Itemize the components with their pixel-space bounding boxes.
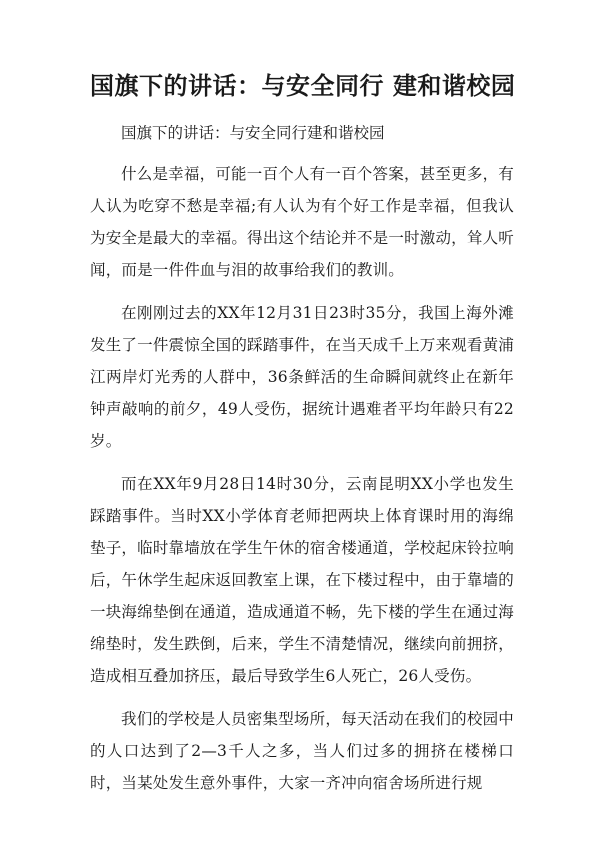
paragraph-2: 在刚刚过去的XX年12月31日23时35分，我国上海外滩发生了一件震惊全国的踩踏事件，在当天成千上万来观看黄浦江两岸灯光秀的人群中，36条鲜活的生命瞬间就终止在新年钟声敲响的前夕，49人受伤，据统计遇难者平均年龄只有22岁。 xyxy=(90,304,514,450)
paragraph-1: 什么是幸福，可能一百个人有一百个答案，甚至更多，有人认为吃穿不愁是幸福;有人认为有个好工作是幸福，但我认为安全是最大的幸福。得出这个结论并不是一时激动，耸人听闻，而是一件件血与泪的故事给我们的教训。 xyxy=(90,165,514,279)
paragraph-4: 我们的学校是人员密集型场所，每天活动在我们的校园中的人口达到了2—3千人之多，当人们过多的拥挤在楼梯口时，当某处发生意外事件，大家一齐冲向宿舍场所进行规 xyxy=(90,710,514,792)
document-title: 国旗下的讲话：与安全同行 建和谐校园 xyxy=(90,71,516,100)
document-subtitle: 国旗下的讲话：与安全同行建和谐校园 xyxy=(121,124,385,142)
paragraph-3: 而在XX年9月28日14时30分，云南昆明XX小学也发生踩踏事件。当时XX小学体育老师把两块上体育课时用的海绵垫子，临时靠墙放在学生午休的宿舍楼通道，学校起床铃拉响后，午休学生起床返回教室上课，在下楼过程中，由于靠墙的一块海绵垫倒在通道，造成通道不畅，先下楼的学生在通过海绵垫时，发生跌倒，后来，学生不清楚情况，继续向前拥挤，造成相互叠加挤压，最后导致学生6人死亡，26人受伤。 xyxy=(90,475,514,685)
